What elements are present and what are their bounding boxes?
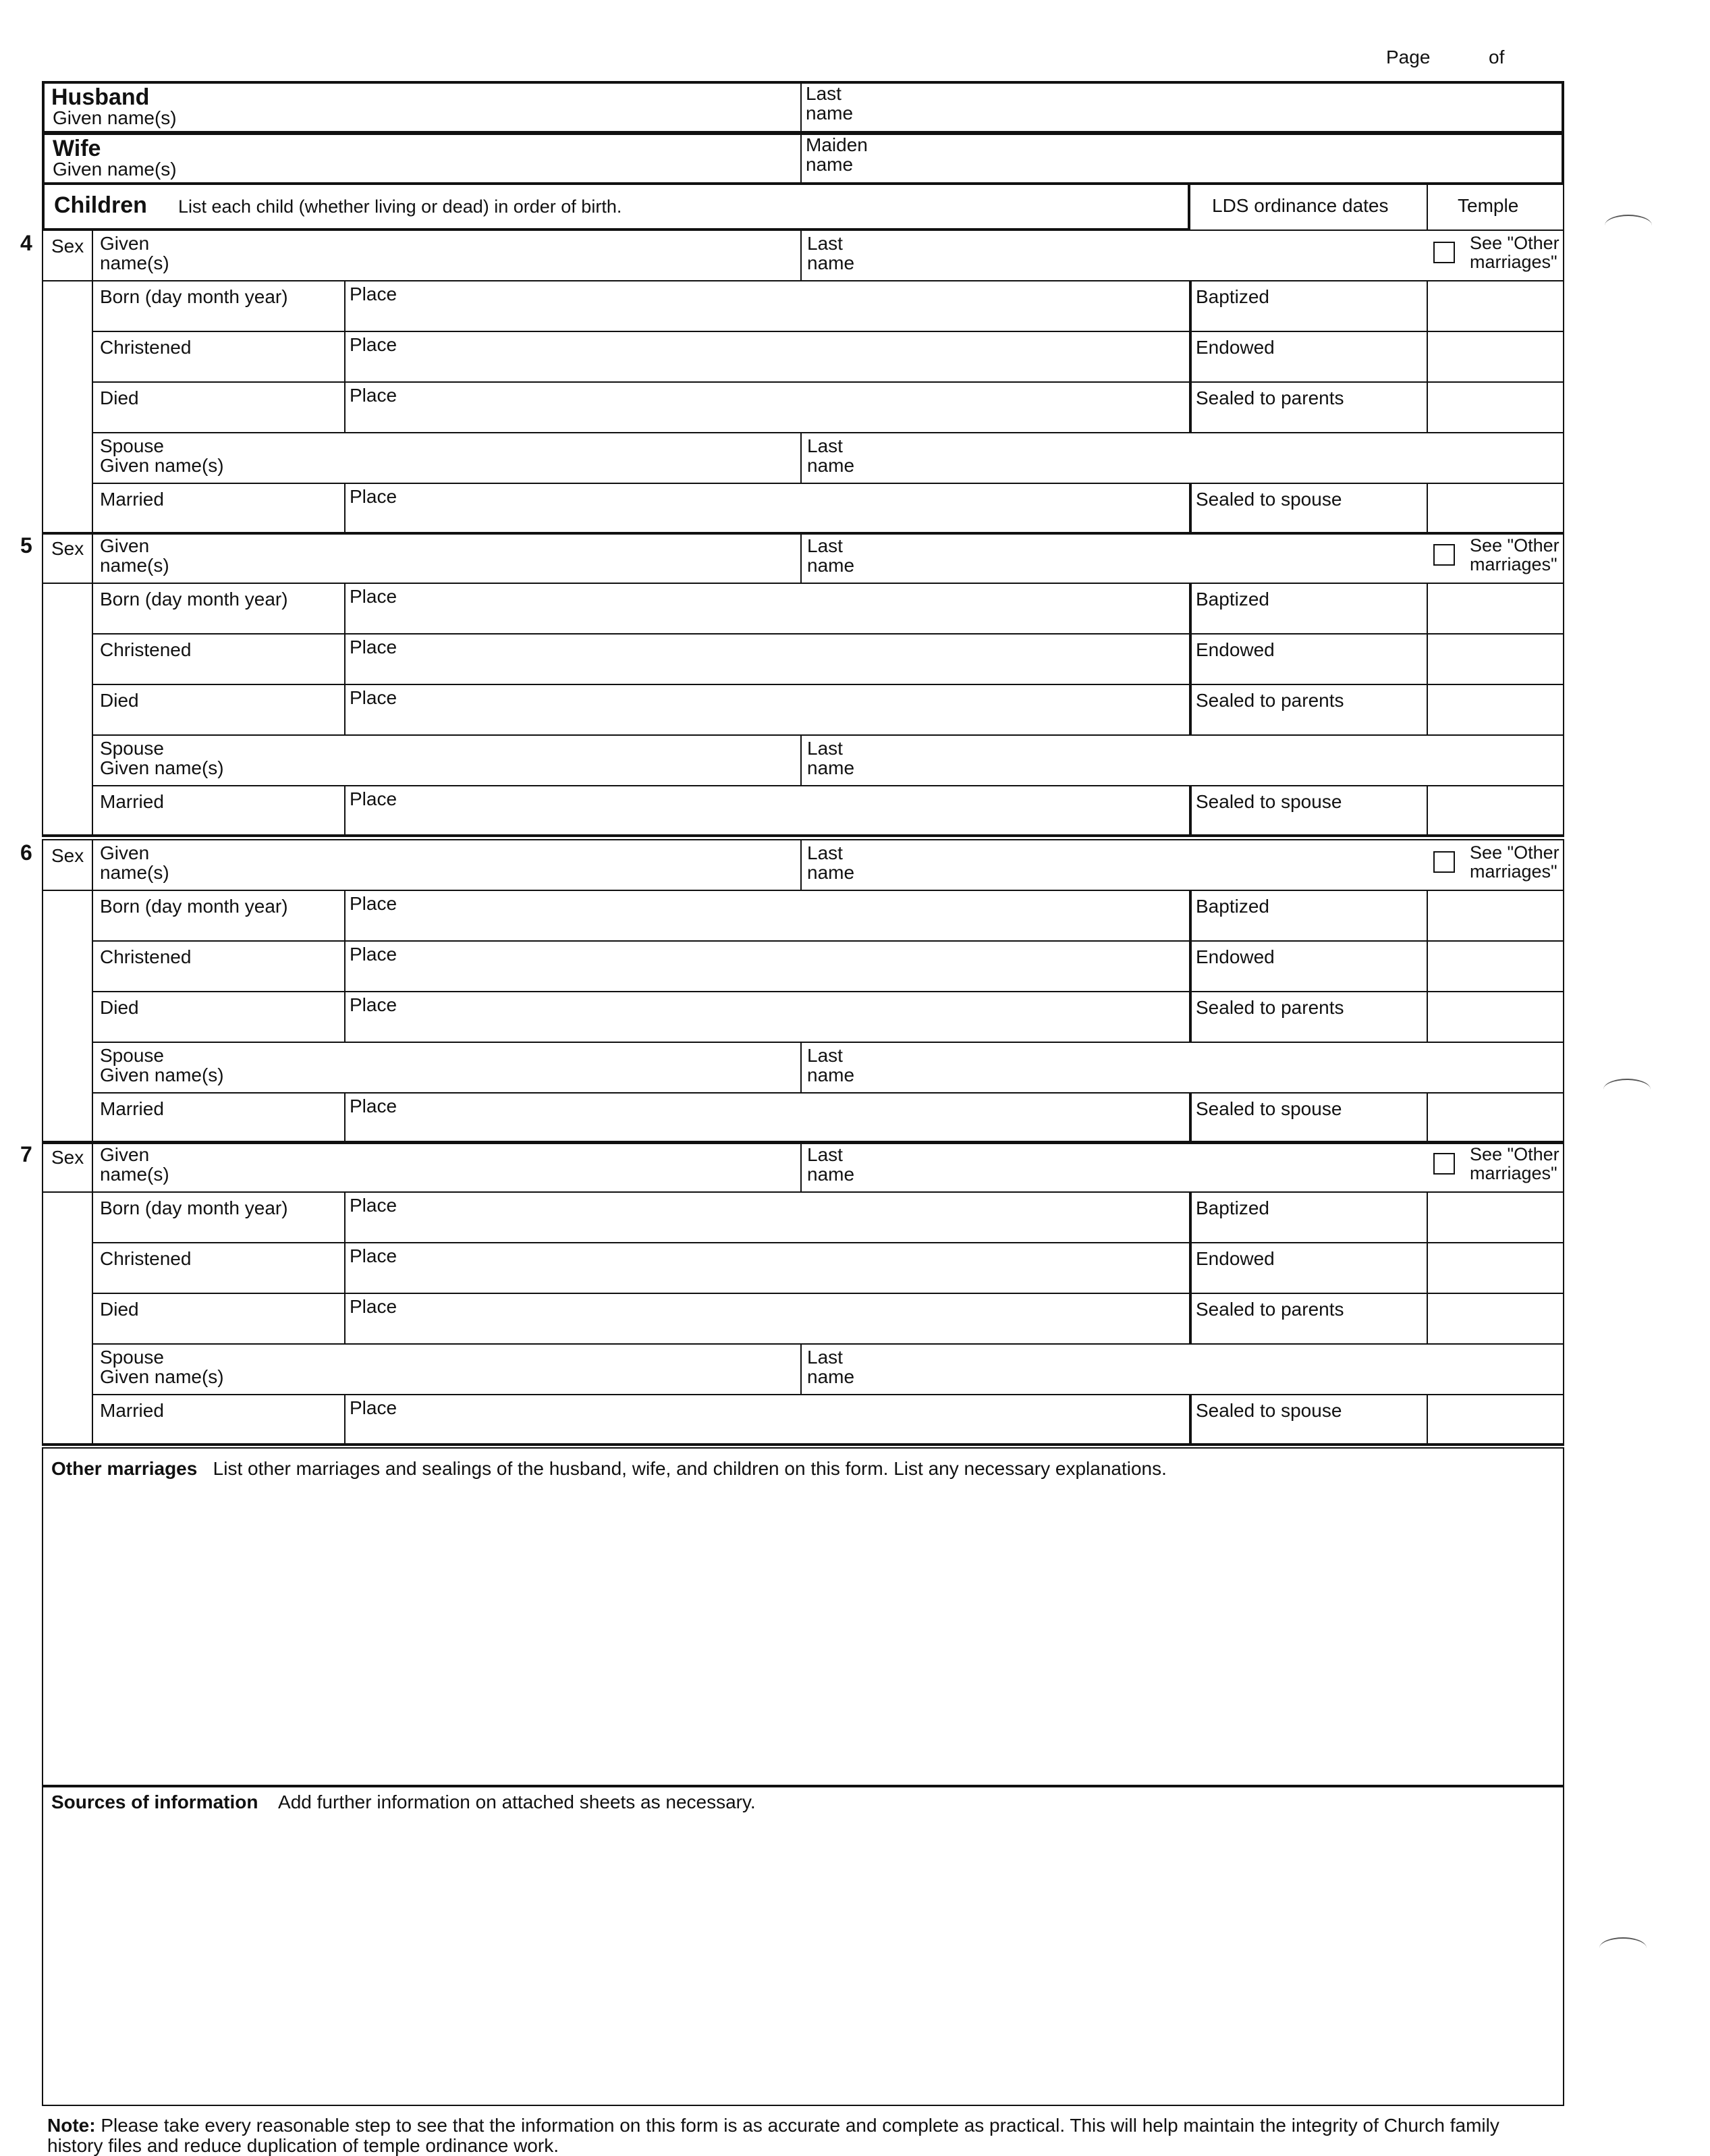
married-row-place-label: Place [350, 1096, 397, 1116]
born-row-lds-divider [1189, 280, 1192, 331]
married-row-place-divider [344, 1092, 346, 1143]
christened-row-temple-divider [1427, 940, 1428, 991]
husband-box [42, 81, 1564, 134]
block-right-edge [1563, 1191, 1564, 1445]
christened-row-temple-divider [1427, 633, 1428, 684]
died-row-place-label: Place [350, 994, 397, 1015]
died-row-bottom-line [92, 432, 1564, 433]
given-name-label: Given name(s) [100, 233, 169, 273]
christened-row-lds-divider [1189, 331, 1192, 381]
christened-row-label: Christened [100, 639, 192, 660]
last-name-label: Last name [807, 842, 855, 883]
spouse-last-label: Last name [807, 1347, 855, 1387]
born-row-bottom-line [92, 1242, 1564, 1243]
child-name-row[interactable] [42, 230, 1564, 281]
married-row-label: Married [100, 489, 164, 510]
married-row-lds-divider [1189, 483, 1192, 533]
died-row-place-divider [344, 991, 346, 1042]
binder-hole-mark-middle [1603, 1079, 1651, 1100]
christened-row-temple-divider [1427, 331, 1428, 381]
spouse-given-label: Spouse Given name(s) [100, 1045, 224, 1085]
born-row-label: Born (day month year) [100, 1197, 288, 1218]
born-row-bottom-line [92, 633, 1564, 635]
given-name-label: Given name(s) [100, 535, 169, 576]
note-text: Please take every reasonable step to see that the information on this form is as accurate and complete as practical. This will help maintain the integrity of Church family history files and reduce duplication of temple ordinance work. [47, 2115, 1499, 2156]
spouse-last-label: Last name [807, 435, 855, 476]
spouse-row-bottom-line [92, 1092, 1564, 1094]
sources-heading [51, 1791, 756, 1813]
died-row-place-divider [344, 1293, 346, 1343]
christened-row-place-label: Place [350, 944, 397, 965]
born-row-temple-divider [1427, 583, 1428, 633]
died-row-ordinance-label: Sealed to parents [1196, 690, 1344, 711]
spouse-row-bottom-line [92, 1394, 1564, 1395]
other-marriages-checkbox[interactable] [1433, 544, 1455, 566]
married-row-ordinance-label: Sealed to spouse [1196, 1098, 1342, 1119]
other-marriages-text: List other marriages and sealings of the husband, wife, and children on this form. List any necessary explanations. [213, 1458, 1167, 1479]
christened-row-bottom-line [92, 684, 1564, 685]
spouse-last-label: Last name [807, 1045, 855, 1085]
died-row-temple-divider [1427, 381, 1428, 432]
died-row-bottom-line [92, 1042, 1564, 1043]
block-left-edge [42, 1191, 43, 1445]
born-row-ordinance-label: Baptized [1196, 286, 1269, 307]
died-row-label: Died [100, 997, 139, 1018]
husband-title: Husband [51, 84, 150, 110]
wife-title: Wife [53, 136, 101, 161]
spouse-given-label: Spouse Given name(s) [100, 1347, 224, 1387]
temple-label: Temple [1458, 195, 1519, 216]
spouse-row-bottom-line [92, 785, 1564, 786]
christened-row-place-label: Place [350, 637, 397, 657]
born-row-temple-divider [1427, 280, 1428, 331]
sex-label: Sex [51, 845, 84, 866]
christened-row-bottom-line [92, 381, 1564, 383]
husband-divider [800, 81, 802, 134]
spouse-row-bottom-line [92, 483, 1564, 484]
died-row-bottom-line [92, 734, 1564, 736]
born-row-place-label: Place [350, 893, 397, 914]
sex-divider [92, 230, 93, 280]
child-name-row[interactable] [42, 532, 1564, 584]
page-label: Page [1386, 47, 1431, 68]
born-row-place-divider [344, 583, 346, 633]
married-row-temple-divider [1427, 1092, 1428, 1143]
born-row-temple-divider [1427, 1191, 1428, 1242]
died-row-ordinance-label: Sealed to parents [1196, 387, 1344, 408]
sources-text: Add further information on attached sheets as necessary. [278, 1791, 756, 1812]
sex-divider [92, 839, 93, 890]
married-row-ordinance-label: Sealed to spouse [1196, 1400, 1342, 1421]
born-row-place-divider [344, 280, 346, 331]
died-row-lds-divider [1189, 1293, 1192, 1343]
child-block-bottom-line [42, 834, 1564, 837]
died-row-place-label: Place [350, 687, 397, 708]
born-row-temple-divider [1427, 890, 1428, 940]
died-row-temple-divider [1427, 684, 1428, 734]
christened-row-ordinance-label: Endowed [1196, 639, 1275, 660]
born-row-place-divider [344, 1191, 346, 1242]
other-marriages-box[interactable] [42, 1447, 1564, 1787]
married-row-temple-divider [1427, 483, 1428, 533]
given-name-label: Given name(s) [100, 842, 169, 883]
sex-divider [92, 532, 93, 583]
see-other-marriages-label: See "Other marriages" [1470, 535, 1560, 574]
block-left-edge [42, 280, 43, 533]
other-marriages-heading [51, 1458, 1167, 1480]
married-row-temple-divider [1427, 785, 1428, 836]
spouse-divider [800, 1343, 802, 1394]
child-block-bottom-line [42, 1443, 1564, 1446]
died-row-temple-divider [1427, 1293, 1428, 1343]
married-row-lds-divider [1189, 1092, 1192, 1143]
died-row-bottom-line [92, 1343, 1564, 1345]
name-divider [800, 1141, 802, 1191]
spouse-divider [800, 432, 802, 483]
binder-hole-mark-bottom [1599, 1937, 1647, 1959]
born-row-place-label: Place [350, 1195, 397, 1216]
husband-given-label: Given name(s) [53, 107, 177, 128]
died-row-place-divider [344, 684, 346, 734]
block-right-edge [1563, 583, 1564, 836]
married-row-place-divider [344, 785, 346, 836]
wife-given-label: Given name(s) [53, 159, 177, 180]
spouse-given-label: Spouse Given name(s) [100, 435, 224, 476]
husband-last-label: Last name [806, 83, 854, 124]
born-row-label: Born (day month year) [100, 896, 288, 917]
born-row-label: Born (day month year) [100, 286, 288, 307]
other-marriages-checkbox[interactable] [1433, 1153, 1455, 1175]
name-divider [800, 839, 802, 890]
married-row-place-label: Place [350, 1397, 397, 1418]
born-row-lds-divider [1189, 1191, 1192, 1242]
name-divider [800, 532, 802, 583]
married-row-label: Married [100, 1098, 164, 1119]
died-row-place-label: Place [350, 1296, 397, 1317]
christened-row-ordinance-label: Endowed [1196, 337, 1275, 358]
of-label: of [1489, 47, 1505, 68]
married-row-place-divider [344, 1394, 346, 1445]
sex-label: Sex [51, 538, 84, 559]
sources-title: Sources of information [51, 1791, 258, 1812]
wife-box [42, 132, 1564, 185]
block-left-edge [42, 583, 43, 836]
christened-row-place-divider [344, 1242, 346, 1293]
born-row-place-label: Place [350, 586, 397, 607]
children-title: Children [54, 192, 147, 218]
born-row-place-divider [344, 890, 346, 940]
sources-box[interactable] [42, 1785, 1564, 2106]
christened-row-place-divider [344, 331, 346, 381]
sex-label: Sex [51, 1147, 84, 1168]
christened-row-label: Christened [100, 1248, 192, 1269]
christened-row-label: Christened [100, 946, 192, 967]
block-left-edge [42, 890, 43, 1143]
born-row-ordinance-label: Baptized [1196, 896, 1269, 917]
name-divider [800, 230, 802, 280]
other-marriages-title: Other marriages [51, 1458, 198, 1479]
christened-row-label: Christened [100, 337, 192, 358]
last-name-label: Last name [807, 1144, 855, 1185]
married-row-ordinance-label: Sealed to spouse [1196, 791, 1342, 812]
block-inner-edge [92, 280, 93, 533]
block-right-edge [1563, 280, 1564, 533]
married-row-place-label: Place [350, 486, 397, 507]
block-inner-edge [92, 583, 93, 836]
note-paragraph [47, 2115, 1532, 2156]
married-row-ordinance-label: Sealed to spouse [1196, 489, 1342, 510]
christened-row-place-label: Place [350, 1245, 397, 1266]
christened-row-place-divider [344, 940, 346, 991]
see-other-marriages-label: See "Other marriages" [1470, 842, 1560, 882]
given-name-label: Given name(s) [100, 1144, 169, 1185]
married-row-label: Married [100, 791, 164, 812]
other-marriages-checkbox[interactable] [1433, 851, 1455, 873]
born-row-place-label: Place [350, 284, 397, 304]
child-name-row[interactable] [42, 839, 1564, 891]
died-row-label: Died [100, 387, 139, 408]
christened-row-place-label: Place [350, 334, 397, 355]
died-row-ordinance-label: Sealed to parents [1196, 997, 1344, 1018]
christened-row-ordinance-label: Endowed [1196, 1248, 1275, 1269]
died-row-label: Died [100, 690, 139, 711]
died-row-place-label: Place [350, 385, 397, 406]
died-row-lds-divider [1189, 991, 1192, 1042]
sex-divider [92, 1141, 93, 1191]
wife-divider [800, 132, 802, 185]
child-name-row[interactable] [42, 1141, 1564, 1193]
christened-row-bottom-line [92, 1293, 1564, 1294]
married-row-label: Married [100, 1400, 164, 1421]
lds-ordinance-label: LDS ordinance dates [1212, 195, 1389, 216]
born-row-bottom-line [92, 940, 1564, 942]
married-row-lds-divider [1189, 1394, 1192, 1445]
block-right-edge [1563, 890, 1564, 1143]
child-number: 4 [20, 231, 32, 255]
spouse-given-label: Spouse Given name(s) [100, 738, 224, 778]
born-row-ordinance-label: Baptized [1196, 589, 1269, 610]
note-label: Note: [47, 2115, 96, 2136]
died-row-label: Died [100, 1299, 139, 1320]
christened-row-temple-divider [1427, 1242, 1428, 1293]
spouse-divider [800, 734, 802, 785]
died-row-lds-divider [1189, 684, 1192, 734]
died-row-ordinance-label: Sealed to parents [1196, 1299, 1344, 1320]
married-row-place-divider [344, 483, 346, 533]
born-row-bottom-line [92, 331, 1564, 332]
died-row-lds-divider [1189, 381, 1192, 432]
christened-row-bottom-line [92, 991, 1564, 992]
married-row-place-label: Place [350, 788, 397, 809]
married-row-lds-divider [1189, 785, 1192, 836]
christened-row-ordinance-label: Endowed [1196, 946, 1275, 967]
see-other-marriages-label: See "Other marriages" [1470, 1144, 1560, 1183]
born-row-label: Born (day month year) [100, 589, 288, 610]
christened-row-lds-divider [1189, 1242, 1192, 1293]
died-row-place-divider [344, 381, 346, 432]
died-row-temple-divider [1427, 991, 1428, 1042]
christened-row-lds-divider [1189, 633, 1192, 684]
wife-maiden-label: Maiden name [806, 134, 868, 175]
other-marriages-checkbox[interactable] [1433, 242, 1455, 263]
spouse-last-label: Last name [807, 738, 855, 778]
sex-label: Sex [51, 236, 84, 257]
child-number: 6 [20, 840, 32, 865]
block-inner-edge [92, 1191, 93, 1445]
spouse-divider [800, 1042, 802, 1092]
child-number: 7 [20, 1142, 32, 1166]
married-row-temple-divider [1427, 1394, 1428, 1445]
christened-row-lds-divider [1189, 940, 1192, 991]
block-inner-edge [92, 890, 93, 1143]
born-row-lds-divider [1189, 890, 1192, 940]
see-other-marriages-label: See "Other marriages" [1470, 233, 1560, 272]
born-row-ordinance-label: Baptized [1196, 1197, 1269, 1218]
binder-hole-mark-top [1605, 215, 1652, 236]
child-number: 5 [20, 533, 32, 558]
christened-row-place-divider [344, 633, 346, 684]
last-name-label: Last name [807, 233, 855, 273]
born-row-lds-divider [1189, 583, 1192, 633]
children-instruction: List each child (whether living or dead) in order of birth. [178, 196, 622, 217]
last-name-label: Last name [807, 535, 855, 576]
